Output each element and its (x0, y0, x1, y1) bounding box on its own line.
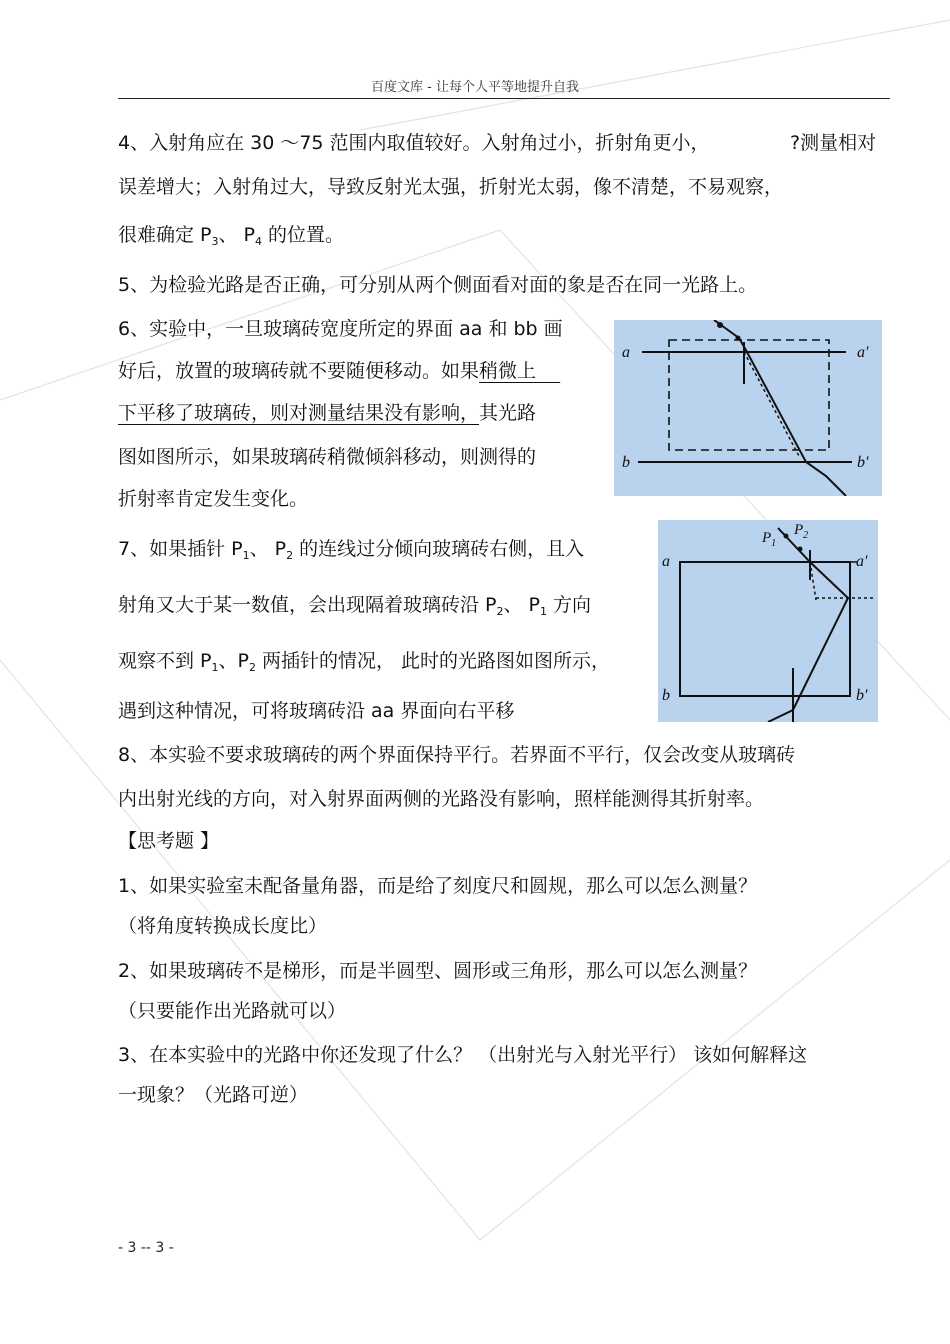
section-title: 【思考题 】 (118, 830, 220, 852)
page-header: 百度文库 - 让每个人平等地提升自我 (371, 80, 579, 95)
label-b: b (622, 454, 630, 471)
item5-line1: 5、为检验光路是否正确，可分别从两个侧面看对面的象是否在同一光路上。 (118, 274, 758, 296)
pin-dot (798, 547, 803, 552)
item7-line1: 7、如果插针 $P_1$、 $P_2$ 的连线过分倾向玻璃砖右侧，且入 (118, 538, 585, 562)
item8-line1: 8、本实验不要求玻璃砖的两个界面保持平行。若界面不平行，仅会改变从玻璃砖 (118, 744, 796, 766)
header-rule (118, 98, 890, 99)
question3-line1: 3、在本实验中的光路中你还发现了什么？ （出射光与入射光平行） 该如何解释这 (118, 1044, 808, 1066)
item7-line4: 遇到这种情况，可将玻璃砖沿 aa 界面向右平移 (118, 700, 515, 722)
label-a-prime: a′ (857, 344, 869, 361)
question1-answer: （将角度转换成长度比） (118, 915, 328, 937)
label-p1: $P_1$ (762, 530, 777, 549)
item6-line2: 好后，放置的玻璃砖就不要随便移动。如果稍微上 (118, 360, 561, 382)
item4-line3: 很难确定 $P_3$、 $P_4$ 的位置。 (118, 224, 345, 248)
label-a-prime: a′ (856, 553, 868, 570)
item7-line2: 射角又大于某一数值，会出现隔着玻璃砖沿 $P_2$、 $P_1$ 方向 (118, 594, 592, 618)
item6-line4: 图如图所示，如果玻璃砖稍微倾斜移动，则测得的 (118, 446, 537, 468)
item7-line3: 观察不到 $P_1$、$P_2$ 两插针的情况， 此时的光路图如图所示， (118, 650, 611, 674)
pin-dot (736, 336, 741, 341)
item4-line2: 误差增大；入射角过大，导致反射光太强，折射光太弱，像不清楚，不易观察， (118, 176, 784, 198)
pin-dot (717, 322, 723, 328)
item4-line1: 4、入射角应在 30 ～75 范围内取值较好。入射角过小，折射角更小， (118, 132, 710, 154)
question1-line1: 1、如果实验室未配备量角器，而是给了刻度尺和圆规，那么可以怎么测量？ (118, 875, 758, 897)
question2-answer: （只要能作出光路就可以） (118, 1000, 347, 1022)
figure-total-reflection (658, 520, 878, 722)
label-a: a (662, 553, 670, 570)
label-p2: $P_2$ (794, 522, 809, 541)
item8-line2: 内出射光线的方向，对入射界面两侧的光路没有影响，照样能测得其折射率。 (118, 788, 765, 810)
question3-line2: 一现象？（光路可逆） (118, 1084, 309, 1106)
label-a: a (622, 344, 630, 361)
question2-line1: 2、如果玻璃砖不是梯形，而是半圆型、圆形或三角形，那么可以怎么测量？ (118, 960, 758, 982)
item6-line5: 折射率肯定发生变化。 (118, 488, 309, 510)
label-b: b (662, 687, 670, 704)
page-number: - 3 -- 3 - (118, 1240, 174, 1256)
label-b-prime: b′ (856, 687, 868, 704)
pin-dot (784, 534, 789, 539)
item6-line1: 6、实验中，一旦玻璃砖宽度所定的界面 aa 和 bb 画 (118, 318, 563, 340)
figure-refraction-shifted-block (614, 320, 882, 496)
item4-line1-end: ?测量相对 (790, 132, 877, 154)
item6-line3: 下平移了玻璃砖，则对测量结果没有影响，其光路 (118, 402, 537, 424)
label-b-prime: b′ (857, 454, 869, 471)
